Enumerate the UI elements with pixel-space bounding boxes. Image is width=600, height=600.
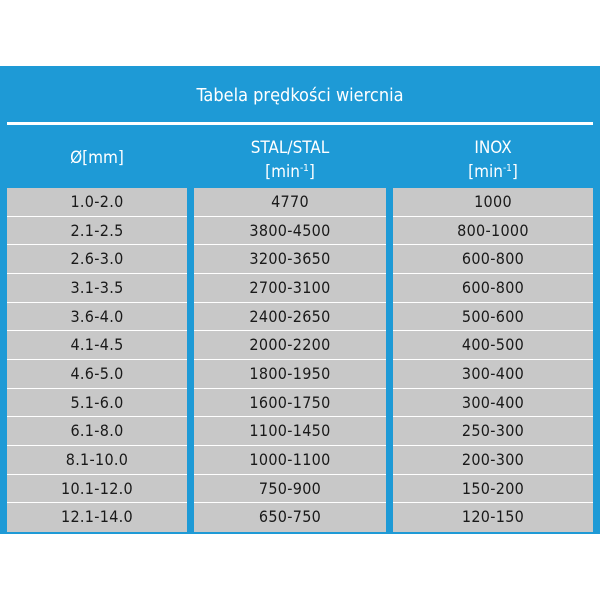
cell-diameter: 5.1-6.0 xyxy=(7,389,187,418)
header-steel-unit-prefix: [min xyxy=(265,162,300,182)
cell-inox-speed: 400-500 xyxy=(393,331,593,360)
cell-inox-speed: 150-200 xyxy=(393,475,593,504)
cell-steel-speed: 3800-4500 xyxy=(194,217,386,246)
speed-table xyxy=(0,66,600,534)
cell-steel-speed: 4770 xyxy=(194,188,386,217)
cell-steel-speed: 750-900 xyxy=(194,475,386,504)
cell-steel-speed: 2400-2650 xyxy=(194,303,386,332)
cell-diameter: 8.1-10.0 xyxy=(7,446,187,475)
title-divider xyxy=(7,122,593,125)
cell-diameter: 4.1-4.5 xyxy=(7,331,187,360)
cell-steel-speed: 650-750 xyxy=(258,507,322,527)
header-steel-name: STAL/STAL xyxy=(250,138,330,158)
header-inox-unit-suffix: ] xyxy=(511,162,518,182)
cell-inox-speed: 500-600 xyxy=(393,303,593,332)
cell-inox-speed: 600-800 xyxy=(393,245,593,274)
cell-diameter: 2.1-2.5 xyxy=(7,217,187,246)
cell-inox-speed: 800-1000 xyxy=(393,217,593,246)
cell-diameter: 4.6-5.0 xyxy=(7,360,187,389)
header-inox-unit-exp: -1 xyxy=(502,163,512,174)
header-inox xyxy=(393,128,593,188)
cell-inox-speed: 300-400 xyxy=(393,360,593,389)
header-inox-name: INOX xyxy=(474,138,512,158)
cell-steel-speed: 3200-3650 xyxy=(194,245,386,274)
cell-diameter: 10.1-12.0 xyxy=(7,475,187,504)
cell-diameter: 3.6-4.0 xyxy=(7,303,187,332)
cell-diameter: 6.1-8.0 xyxy=(7,417,187,446)
cell-inox-speed: 1000 xyxy=(393,188,593,217)
cell-steel-speed: 1800-1950 xyxy=(194,360,386,389)
column-steel xyxy=(194,188,386,532)
cell-diameter: 12.1-14.0 xyxy=(61,507,133,527)
column-inox xyxy=(393,188,593,532)
cell-inox-speed: 250-300 xyxy=(393,417,593,446)
cell-steel-speed: 1600-1750 xyxy=(194,389,386,418)
cell-diameter: 3.1-3.5 xyxy=(7,274,187,303)
column-diameter xyxy=(7,188,187,532)
cell-inox-speed: 300-400 xyxy=(393,389,593,418)
cell-steel-speed: 1100-1450 xyxy=(194,417,386,446)
header-steel-unit-exp: -1 xyxy=(299,163,309,174)
cell-inox-speed: 200-300 xyxy=(393,446,593,475)
header-steel-unit xyxy=(194,160,386,184)
header-steel xyxy=(194,128,386,188)
cell-diameter: 2.6-3.0 xyxy=(7,245,187,274)
cell-steel-speed: 2700-3100 xyxy=(194,274,386,303)
cell-steel-speed: 1000-1100 xyxy=(194,446,386,475)
cell-steel-speed: 2000-2200 xyxy=(194,331,386,360)
header-steel-unit-suffix: ] xyxy=(308,162,315,182)
cell-inox-speed: 120-150 xyxy=(461,507,525,527)
header-diameter: Ø[mm] xyxy=(70,148,124,168)
header-inox-unit-prefix: [min xyxy=(468,162,503,182)
table-title: Tabela prędkości wiercnia xyxy=(196,85,404,106)
cell-inox-speed: 600-800 xyxy=(393,274,593,303)
cell-diameter: 1.0-2.0 xyxy=(7,188,187,217)
header-inox-unit xyxy=(393,160,593,184)
